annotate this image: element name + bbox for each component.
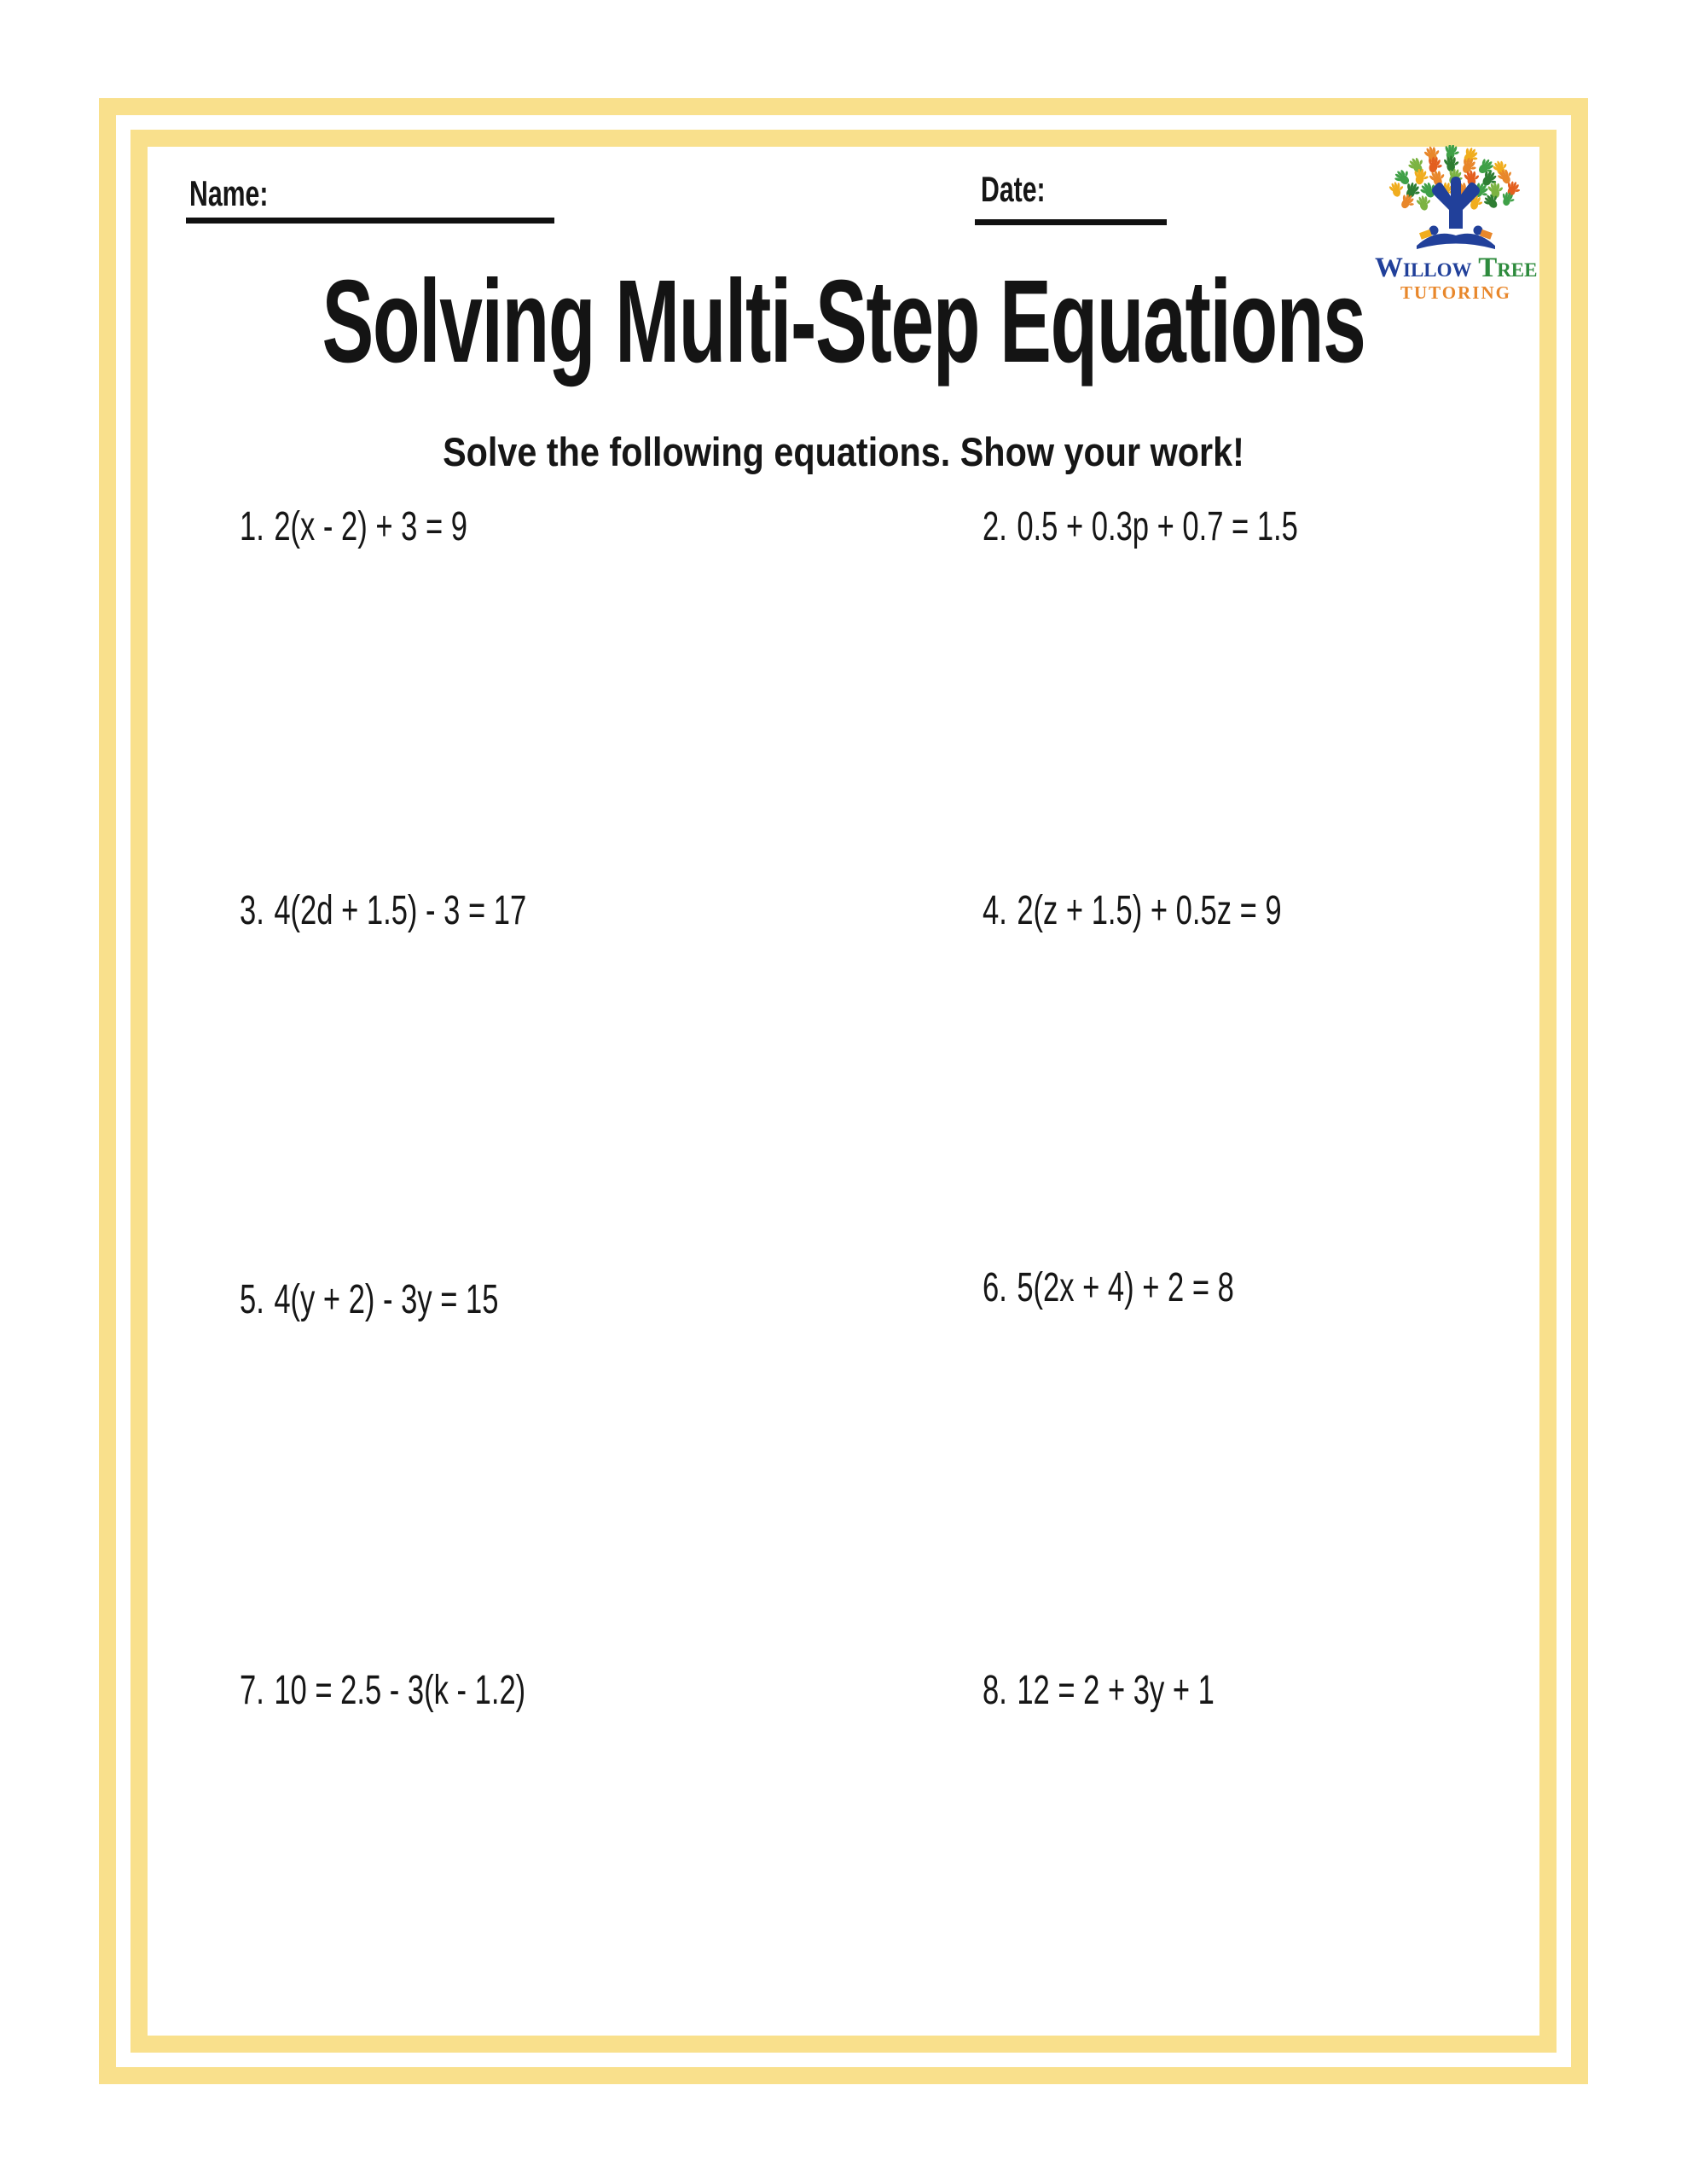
logo-word-tree: Tree xyxy=(1478,253,1538,283)
logo-word-willow: Willow xyxy=(1375,253,1472,283)
problem-number: 3. xyxy=(240,888,264,933)
problem-5 xyxy=(240,1277,600,1322)
problem-number: 4. xyxy=(983,888,1007,933)
problem-equation: 4(2d + 1.5) - 3 = 17 xyxy=(274,888,527,933)
name-label: Name: xyxy=(189,173,269,213)
problem-6 xyxy=(983,1265,1332,1310)
date-underline xyxy=(975,219,1167,225)
worksheet-title: Solving Multi-Step Equations xyxy=(322,256,1365,387)
problem-number: 2. xyxy=(983,504,1007,549)
problem-equation: 0.5 + 0.3p + 0.7 = 1.5 xyxy=(1017,504,1298,549)
problem-number: 1. xyxy=(240,504,264,549)
problem-equation: 5(2x + 4) + 2 = 8 xyxy=(1017,1265,1234,1310)
problem-1 xyxy=(240,504,556,549)
problem-number: 5. xyxy=(240,1277,264,1322)
logo-tagline: TUTORING xyxy=(1400,282,1511,303)
problem-equation: 2(x - 2) + 3 = 9 xyxy=(274,504,467,549)
problem-equation: 4(y + 2) - 3y = 15 xyxy=(274,1277,499,1322)
problem-number: 7. xyxy=(240,1668,264,1713)
date-label: Date: xyxy=(981,169,1046,209)
problem-8 xyxy=(983,1670,1305,1711)
inner-yellow-frame xyxy=(130,130,1557,2053)
problem-equation: 2(z + 1.5) + 0.5z = 9 xyxy=(1017,888,1282,933)
problem-2 xyxy=(983,504,1421,549)
tree-logo-icon xyxy=(1379,145,1533,253)
problem-number: 6. xyxy=(983,1265,1007,1310)
outer-yellow-frame xyxy=(99,98,1588,2084)
problem-number: 8. xyxy=(983,1668,1007,1713)
instructions-text: Solve the following equations. Show your work! xyxy=(443,429,1244,474)
problem-equation: 12 = 2 + 3y + 1 xyxy=(1017,1668,1215,1713)
name-underline xyxy=(186,218,554,224)
problem-7 xyxy=(240,1670,637,1711)
problem-3 xyxy=(240,888,638,933)
problem-equation: 10 = 2.5 - 3(k - 1.2) xyxy=(274,1668,526,1713)
problem-4 xyxy=(983,888,1398,933)
